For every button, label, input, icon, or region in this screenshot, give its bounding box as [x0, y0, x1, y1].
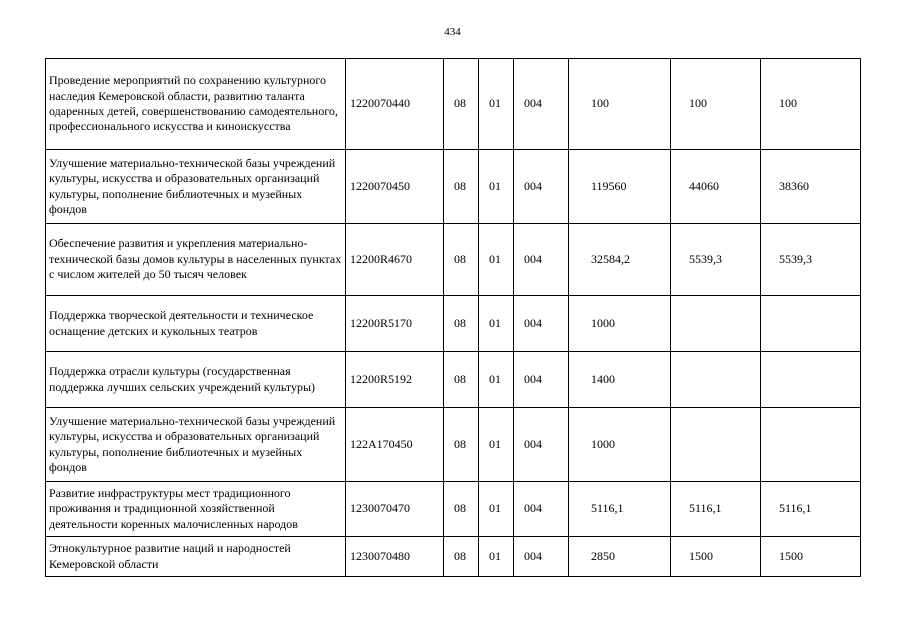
row-amount-1: 100	[569, 59, 671, 150]
table-row	[46, 296, 861, 352]
row-description: Улучшение материально-технической базы учреждений культуры, искусства и образовательных организаций культуры, пополнение библиотечных и музейных фондов	[46, 150, 346, 224]
row-description: Улучшение материально-технической базы учреждений культуры, искусства и образовательных организаций культуры, пополнение библиотечных и музейных фондов	[46, 408, 346, 482]
row-target-code: 12200R4670	[346, 224, 444, 296]
budget-table	[45, 58, 861, 577]
page-number: 434	[444, 26, 461, 38]
row-expense-type: 004	[514, 59, 569, 150]
row-amount-1: 5116,1	[569, 482, 671, 537]
table-row	[46, 224, 861, 296]
row-amount-3: 5116,1	[761, 482, 861, 537]
row-section: 08	[444, 408, 479, 482]
row-expense-type: 004	[514, 150, 569, 224]
row-amount-3: 100	[761, 59, 861, 150]
row-amount-1: 119560	[569, 150, 671, 224]
table-row	[46, 59, 861, 150]
row-amount-2	[671, 408, 761, 482]
row-description: Поддержка отрасли культуры (государственная поддержка лучших сельских учреждений культуры)	[46, 352, 346, 408]
table-row	[46, 482, 861, 537]
row-target-code: 1230070470	[346, 482, 444, 537]
row-target-code: 122A170450	[346, 408, 444, 482]
table-row	[46, 150, 861, 224]
row-amount-2	[671, 352, 761, 408]
row-amount-3: 5539,3	[761, 224, 861, 296]
row-expense-type: 004	[514, 296, 569, 352]
row-expense-type: 004	[514, 224, 569, 296]
row-subsection: 01	[479, 296, 514, 352]
row-target-code: 1220070440	[346, 59, 444, 150]
row-amount-2: 5539,3	[671, 224, 761, 296]
row-subsection: 01	[479, 352, 514, 408]
row-expense-type: 004	[514, 537, 569, 577]
row-section: 08	[444, 482, 479, 537]
row-amount-2: 5116,1	[671, 482, 761, 537]
row-expense-type: 004	[514, 408, 569, 482]
row-section: 08	[444, 224, 479, 296]
row-section: 08	[444, 59, 479, 150]
row-amount-1: 1400	[569, 352, 671, 408]
row-section: 08	[444, 296, 479, 352]
row-amount-3	[761, 296, 861, 352]
row-expense-type: 004	[514, 352, 569, 408]
row-amount-3: 38360	[761, 150, 861, 224]
table-row	[46, 408, 861, 482]
table-row	[46, 352, 861, 408]
row-expense-type: 004	[514, 482, 569, 537]
row-amount-1: 32584,2	[569, 224, 671, 296]
row-subsection: 01	[479, 482, 514, 537]
table-row	[46, 537, 861, 577]
row-target-code: 12200R5192	[346, 352, 444, 408]
row-target-code: 1230070480	[346, 537, 444, 577]
row-amount-3	[761, 352, 861, 408]
row-amount-2: 100	[671, 59, 761, 150]
row-description: Обеспечение развития и укрепления материально-технической базы домов культуры в населенных пунктах с числом жителей до 50 тысяч человек	[46, 224, 346, 296]
row-amount-3: 1500	[761, 537, 861, 577]
row-subsection: 01	[479, 408, 514, 482]
row-amount-1: 1000	[569, 408, 671, 482]
row-target-code: 1220070450	[346, 150, 444, 224]
row-amount-2	[671, 296, 761, 352]
row-section: 08	[444, 537, 479, 577]
row-description: Этнокультурное развитие наций и народностей Кемеровской области	[46, 537, 346, 577]
row-subsection: 01	[479, 537, 514, 577]
row-subsection: 01	[479, 59, 514, 150]
row-amount-3	[761, 408, 861, 482]
row-subsection: 01	[479, 150, 514, 224]
row-description: Поддержка творческой деятельности и техническое оснащение детских и кукольных театров	[46, 296, 346, 352]
row-section: 08	[444, 150, 479, 224]
row-target-code: 12200R5170	[346, 296, 444, 352]
row-description: Проведение мероприятий по сохранению культурного наследия Кемеровской области, развитию таланта одаренных детей, совершенствованию самодеятельного, профессионального искусства и киноискусства	[46, 59, 346, 150]
row-amount-2: 1500	[671, 537, 761, 577]
row-description: Развитие инфраструктуры мест традиционного проживания и традиционной хозяйственной деятельности коренных малочисленных народов	[46, 482, 346, 537]
row-amount-2: 44060	[671, 150, 761, 224]
row-amount-1: 1000	[569, 296, 671, 352]
row-section: 08	[444, 352, 479, 408]
row-subsection: 01	[479, 224, 514, 296]
row-amount-1: 2850	[569, 537, 671, 577]
